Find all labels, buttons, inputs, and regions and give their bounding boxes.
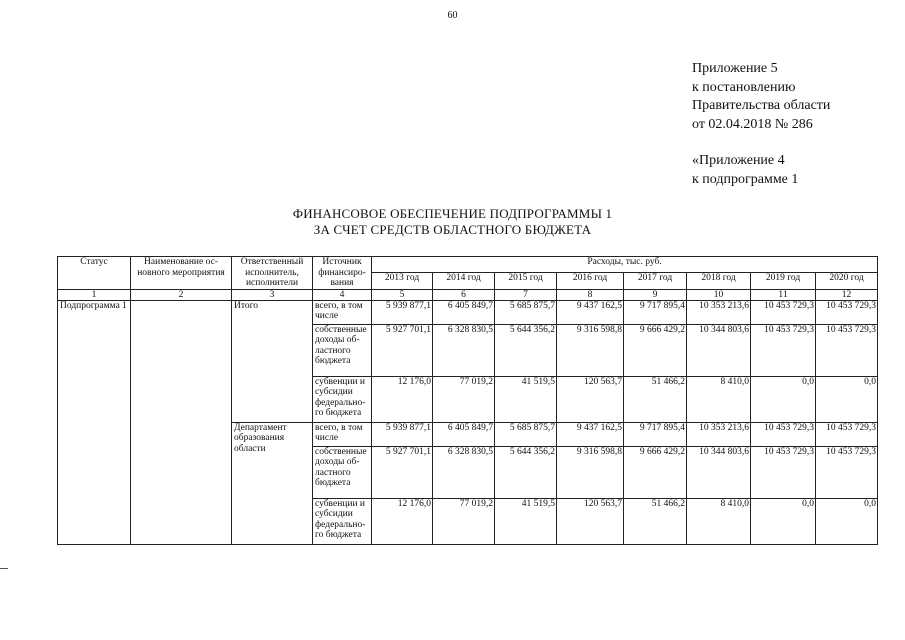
column-number: 4 (313, 289, 372, 300)
value-cell: 10 344 803,6 (687, 446, 751, 498)
value-cell: 77 019,2 (433, 376, 495, 422)
value-cell: 5 927 701,1 (372, 324, 433, 376)
header-event-name: Наименование ос-новного мероприятия (131, 257, 232, 290)
margin-mark (0, 568, 8, 569)
header-expenses: Расходы, тыс. руб. (372, 257, 878, 273)
header-year: 2019 год (751, 273, 816, 289)
header-status: Статус (58, 257, 131, 290)
column-number: 9 (624, 289, 687, 300)
value-cell: 51 466,2 (624, 498, 687, 544)
header-row-column-numbers (58, 289, 878, 300)
event-name-cell (131, 300, 232, 544)
page-number: 60 (447, 10, 458, 21)
value-cell: 5 685 875,7 (495, 422, 557, 446)
value-cell: 10 453 729,3 (816, 446, 878, 498)
appendix-ref-line: «Приложение 4 (692, 153, 785, 168)
column-number: 5 (372, 289, 433, 300)
source-cell: всего, в том числе (313, 300, 372, 324)
header-year: 2017 год (624, 273, 687, 289)
value-cell: 120 563,7 (557, 498, 624, 544)
column-number: 6 (433, 289, 495, 300)
executor-cell: Департамент образования области (232, 422, 313, 544)
value-cell: 41 519,5 (495, 498, 557, 544)
appendix-header (692, 60, 830, 189)
value-cell: 5 685 875,7 (495, 300, 557, 324)
header-year: 2013 год (372, 273, 433, 289)
value-cell: 10 453 729,3 (751, 324, 816, 376)
column-number: 2 (131, 289, 232, 300)
value-cell: 10 453 729,3 (751, 446, 816, 498)
appendix-spacer (692, 134, 830, 152)
title-line: ФИНАНСОВОЕ ОБЕСПЕЧЕНИЕ ПОДПРОГРАММЫ 1 (292, 206, 613, 221)
value-cell: 0,0 (751, 376, 816, 422)
appendix-line: Приложение 5 (692, 61, 778, 76)
table-row (58, 300, 878, 324)
value-cell: 9 437 162,5 (557, 422, 624, 446)
header-row-1 (58, 257, 878, 273)
value-cell: 9 316 598,8 (557, 324, 624, 376)
value-cell: 5 927 701,1 (372, 446, 433, 498)
source-cell: субвенции и субсидии федерально-го бюджета (313, 376, 372, 422)
source-cell: субвенции и субсидии федерально-го бюджета (313, 498, 372, 544)
header-executor: Ответственный исполнитель, исполнители (232, 257, 313, 290)
table-body (58, 300, 878, 544)
value-cell: 9 666 429,2 (624, 324, 687, 376)
value-cell: 77 019,2 (433, 498, 495, 544)
value-cell: 10 453 729,3 (816, 324, 878, 376)
value-cell: 51 466,2 (624, 376, 687, 422)
value-cell: 6 328 830,5 (433, 324, 495, 376)
value-cell: 12 176,0 (372, 498, 433, 544)
value-cell: 10 453 729,3 (751, 300, 816, 324)
header-source: Источник финансиро-вания (313, 257, 372, 290)
value-cell: 6 405 849,7 (433, 300, 495, 324)
column-number: 10 (687, 289, 751, 300)
column-number: 7 (495, 289, 557, 300)
value-cell: 120 563,7 (557, 376, 624, 422)
appendix-line: Правительства области (692, 98, 831, 113)
header-year: 2015 год (495, 273, 557, 289)
value-cell: 9 437 162,5 (557, 300, 624, 324)
value-cell: 0,0 (816, 376, 878, 422)
source-cell: всего, в том числе (313, 422, 372, 446)
value-cell: 0,0 (816, 498, 878, 544)
value-cell: 9 316 598,8 (557, 446, 624, 498)
document-title (0, 206, 905, 238)
status-cell: Подпрограмма 1 (58, 300, 131, 544)
value-cell: 10 453 729,3 (751, 422, 816, 446)
value-cell: 5 644 356,2 (495, 446, 557, 498)
appendix-ref-line: к подпрограмме 1 (692, 171, 799, 187)
value-cell: 9 717 895,4 (624, 300, 687, 324)
title-line: ЗА СЧЕТ СРЕДСТВ ОБЛАСТНОГО БЮДЖЕТА (313, 222, 592, 237)
column-number: 3 (232, 289, 313, 300)
appendix-line: к постановлению (692, 79, 796, 95)
column-number: 11 (751, 289, 816, 300)
executor-cell: Итого (232, 300, 313, 422)
source-cell: собственные доходы об-ластного бюджета (313, 446, 372, 498)
header-year: 2018 год (687, 273, 751, 289)
column-number: 8 (557, 289, 624, 300)
value-cell: 10 344 803,6 (687, 324, 751, 376)
value-cell: 10 353 213,6 (687, 422, 751, 446)
value-cell: 5 939 877,1 (372, 300, 433, 324)
value-cell: 9 666 429,2 (624, 446, 687, 498)
source-cell: собственные доходы об-ластного бюджета (313, 324, 372, 376)
value-cell: 8 410,0 (687, 376, 751, 422)
header-year: 2020 год (816, 273, 878, 289)
value-cell: 41 519,5 (495, 376, 557, 422)
value-cell: 10 453 729,3 (816, 300, 878, 324)
value-cell: 5 644 356,2 (495, 324, 557, 376)
value-cell: 10 453 729,3 (816, 422, 878, 446)
header-year: 2016 год (557, 273, 624, 289)
value-cell: 10 353 213,6 (687, 300, 751, 324)
column-number: 1 (58, 289, 131, 300)
header-year: 2014 год (433, 273, 495, 289)
column-number: 12 (816, 289, 878, 300)
value-cell: 0,0 (751, 498, 816, 544)
value-cell: 5 939 877,1 (372, 422, 433, 446)
value-cell: 12 176,0 (372, 376, 433, 422)
value-cell: 6 328 830,5 (433, 446, 495, 498)
value-cell: 9 717 895,4 (624, 422, 687, 446)
value-cell: 8 410,0 (687, 498, 751, 544)
value-cell: 6 405 849,7 (433, 422, 495, 446)
appendix-line: от 02.04.2018 № 286 (692, 116, 813, 132)
financing-table (57, 256, 878, 545)
